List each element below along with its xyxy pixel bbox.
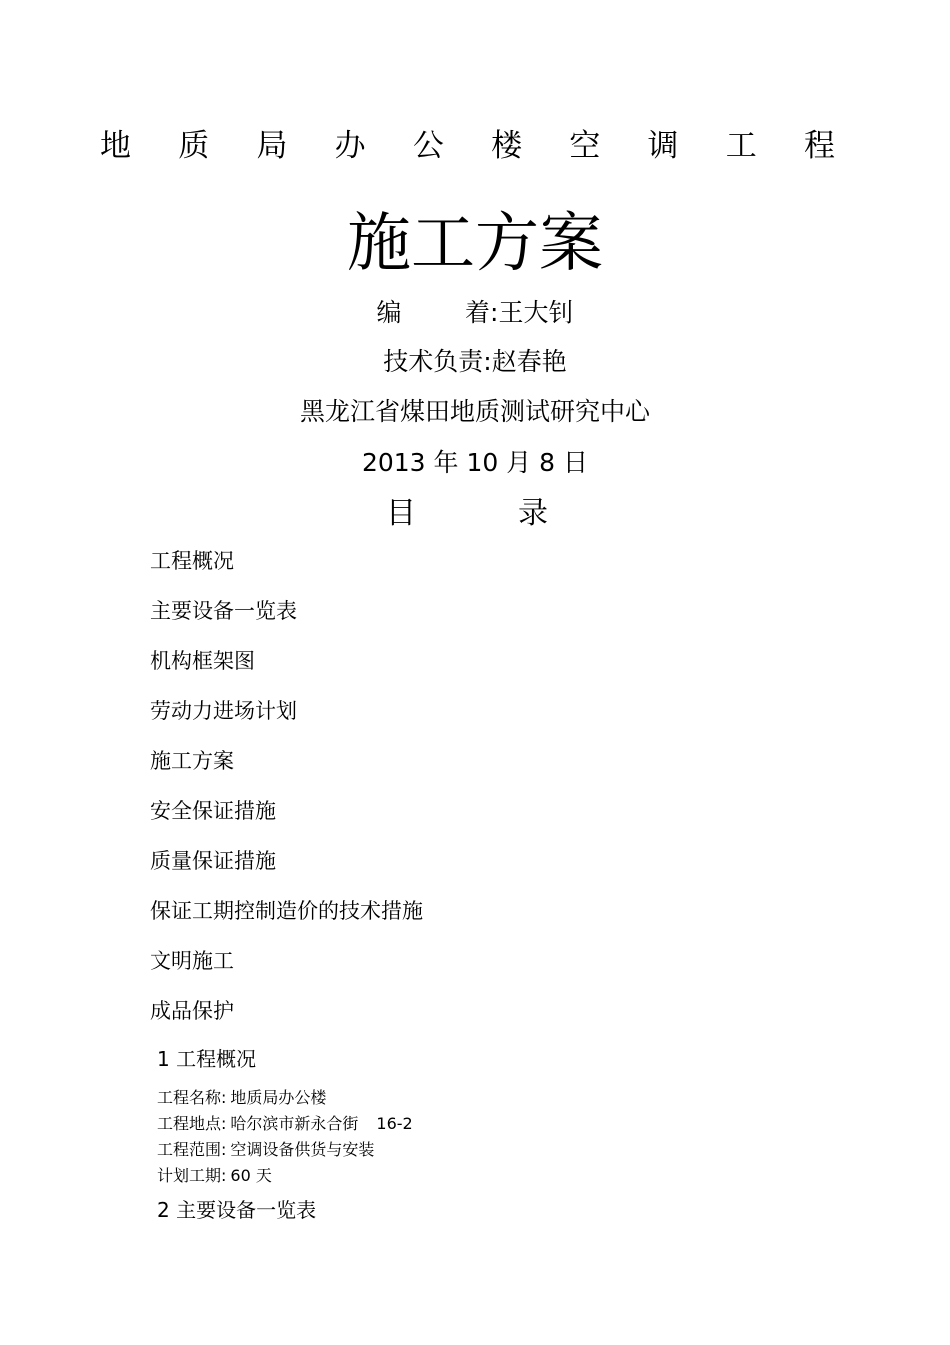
- editor-label: 编 着:: [376, 298, 499, 327]
- info-label: 工程范围:: [157, 1140, 227, 1159]
- project-title-char: 工: [725, 128, 757, 164]
- toc-item[interactable]: 机构框架图: [150, 649, 255, 673]
- info-label: 工程地点:: [157, 1114, 227, 1133]
- project-title-char: 办: [334, 128, 366, 164]
- project-info-row: [157, 1111, 413, 1137]
- document-title: 施工方案: [347, 207, 603, 281]
- toc-item[interactable]: 质量保证措施: [150, 849, 276, 873]
- toc-item[interactable]: 文明施工: [150, 949, 234, 973]
- project-title-char: 调: [647, 128, 679, 164]
- project-title-char: 楼: [491, 128, 523, 164]
- info-value: 60 天: [230, 1166, 272, 1185]
- project-info-row: [157, 1085, 413, 1111]
- toc-item[interactable]: 安全保证措施: [150, 799, 276, 823]
- info-label: 计划工期:: [157, 1166, 227, 1185]
- tech-lead-name: 赵春艳: [491, 347, 567, 376]
- project-title-char: 空: [569, 128, 601, 164]
- project-title: [100, 124, 835, 168]
- project-info-row: [157, 1137, 413, 1163]
- info-value-extra: 16-2: [376, 1114, 413, 1133]
- tech-lead-line: [0, 345, 950, 379]
- toc-item[interactable]: 成品保护: [150, 999, 234, 1023]
- project-title-char: 局: [256, 128, 288, 164]
- project-title-char: 程: [803, 128, 835, 164]
- section-heading-equipment-list: 2 主要设备一览表: [157, 1198, 317, 1222]
- toc-heading-char: 录: [518, 496, 548, 531]
- section-heading-project-overview: 1 工程概况: [157, 1047, 257, 1071]
- editor-line: [0, 296, 950, 330]
- info-value: 哈尔滨市新永合街: [230, 1114, 359, 1133]
- tech-lead-label: 技术负责:: [383, 347, 492, 376]
- toc-list: [150, 544, 423, 1044]
- toc-item[interactable]: 施工方案: [150, 749, 234, 773]
- organization: 黑龙江省煤田地质测试研究中心: [299, 397, 650, 426]
- toc-item[interactable]: 工程概况: [150, 549, 234, 573]
- project-title-char: 地: [100, 128, 131, 164]
- document-date: 2013 年 10 月 8 日: [361, 448, 589, 477]
- toc-item[interactable]: 主要设备一览表: [150, 599, 297, 623]
- project-info-row: [157, 1163, 413, 1189]
- project-title-char: 质: [178, 128, 210, 164]
- project-info-list: [157, 1085, 413, 1189]
- project-title-char: 公: [412, 128, 444, 164]
- toc-heading: [386, 494, 548, 534]
- toc-item[interactable]: 保证工期控制造价的技术措施: [150, 899, 423, 923]
- info-value: 空调设备供货与安装: [230, 1140, 375, 1159]
- info-label: 工程名称:: [157, 1088, 227, 1107]
- toc-item[interactable]: 劳动力进场计划: [150, 699, 297, 723]
- info-value: 地质局办公楼: [230, 1088, 327, 1107]
- editor-name: 王大钊: [498, 298, 574, 327]
- toc-heading-char: 目: [386, 496, 416, 531]
